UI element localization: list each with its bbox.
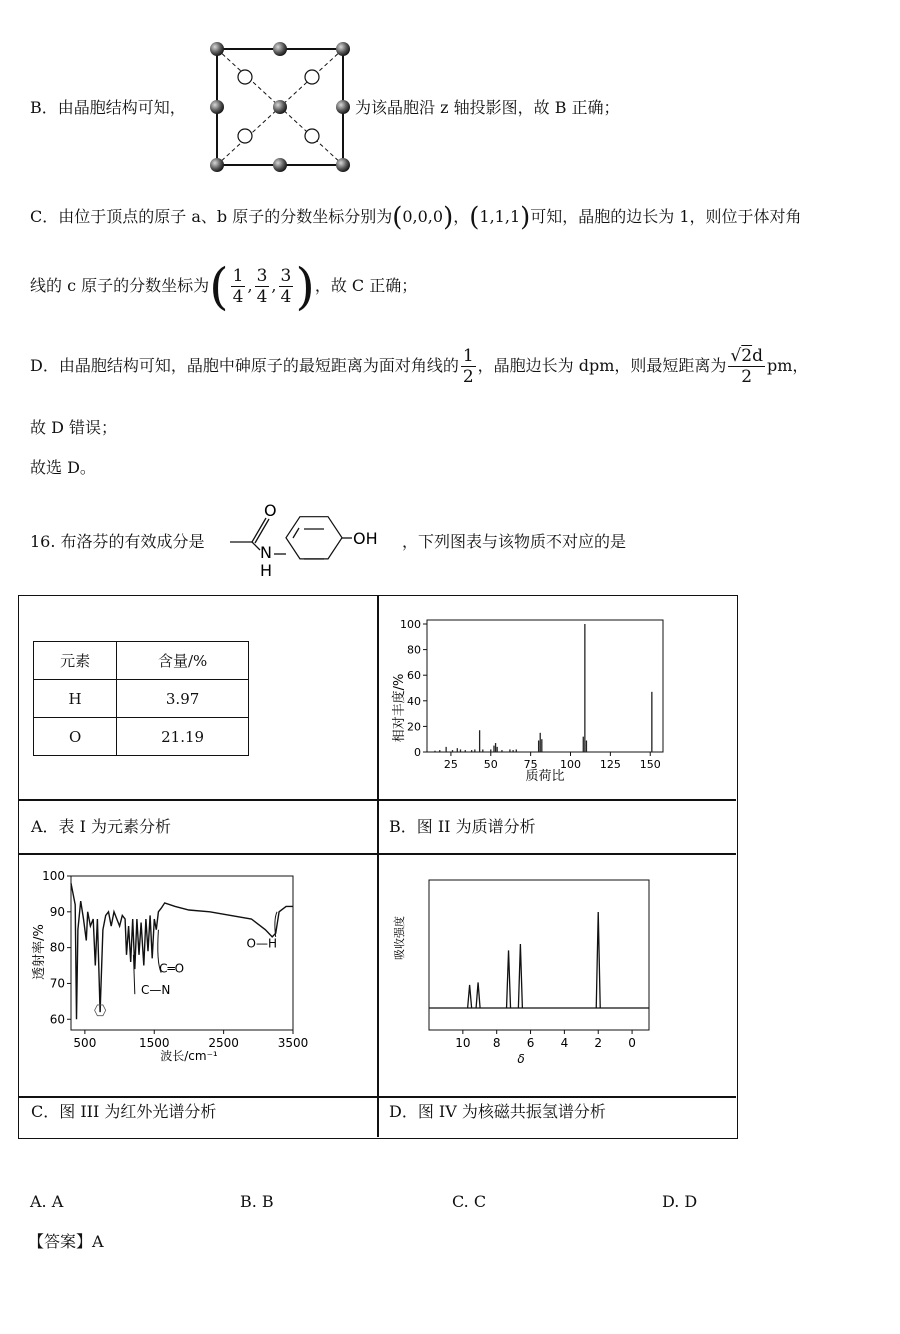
question-prefix: 16. 布洛芬的有效成分是 <box>30 532 205 551</box>
option-d-line1-suffix: pm， <box>766 356 809 375</box>
ir-ytick-label: 80 <box>49 940 65 955</box>
ir-ytick-label: 60 <box>49 1012 65 1027</box>
fraction-half: $\frac{1}{2}$ <box>462 346 474 387</box>
ir-xtick-label: 3500 <box>277 1036 309 1050</box>
ir-ytick-label: 90 <box>49 904 65 919</box>
coord-separator: ， <box>453 207 470 226</box>
nmr-xtick-label: 4 <box>560 1036 569 1050</box>
ir-annotation-oh: O—H <box>246 936 278 951</box>
atom-h: H <box>260 561 273 580</box>
option-c-line1-suffix: 可知，晶胞的边长为 1，则位于体对角 <box>530 207 802 226</box>
table-cell: O <box>34 718 117 756</box>
choice-c: C. C <box>452 1192 487 1211</box>
ir-ytick-label: 70 <box>49 976 65 991</box>
ms-ytick-label: 40 <box>407 694 421 708</box>
coord-b: 1,1,1 <box>479 207 521 226</box>
table-header-element: 元素 <box>34 642 117 680</box>
ms-ytick-label: 0 <box>414 746 421 759</box>
answer: 【答案】A <box>28 1232 104 1251</box>
ms-xlabel: 质荷比 <box>525 769 565 784</box>
ms-xtick-label: 25 <box>443 758 458 771</box>
atom-o: O <box>264 502 277 520</box>
nmr-xtick-label: 2 <box>594 1036 603 1050</box>
table-cell: H <box>34 680 117 718</box>
ir-ytick-label: 100 <box>42 869 65 883</box>
ms-xtick-label: 100 <box>560 758 582 771</box>
ir-xlabel: 波长/cm⁻¹ <box>160 1049 218 1063</box>
fraction-distance: $\frac{√2d}{2}$ <box>730 346 763 387</box>
nmr-spectrum-chart <box>381 858 681 1070</box>
option-d-line1-prefix: D．由晶胞结构可知，晶胞中砷原子的最短距离为面对角线的 <box>30 356 459 375</box>
crystal-projection-diagram <box>205 40 355 175</box>
option-c-line2: 线的 c 原子的分数坐标为( $\frac{1}{4}$ , $\frac{3}{4}$ , $\frac{3}{4}$ )，故 C 正确； <box>30 257 418 316</box>
ir-annotation-cn: C—N <box>140 983 171 998</box>
ibuprofen-structure-diagram <box>228 502 398 582</box>
options-grid <box>18 595 738 1139</box>
ms-ytick-label: 60 <box>407 669 421 683</box>
ms-plot-frame <box>427 620 663 752</box>
ir-xtick-label: 1500 <box>138 1036 170 1050</box>
caption-c: C．图 III 为红外光谱分析 <box>31 1102 217 1121</box>
option-c-line2-suffix: ，故 C 正确； <box>314 276 418 295</box>
ms-xtick-label: 50 <box>483 758 498 771</box>
ms-ytick-label: 100 <box>400 618 421 631</box>
ir-ylabel: 透射率/% <box>32 924 47 980</box>
fraction-3: $\frac{3}{4}$ <box>280 266 292 307</box>
ir-xtick-label: 2500 <box>208 1036 239 1050</box>
question-suffix: ，下列图表与该物质不对应的是 <box>402 532 627 551</box>
mass-spectrum-chart <box>381 602 681 792</box>
caption-b: B．图 II 为质谱分析 <box>389 817 536 836</box>
ir-spectrum-line <box>71 883 293 1019</box>
ms-xtick-label: 150 <box>639 758 661 771</box>
nmr-xtick-label: 0 <box>628 1036 636 1050</box>
nmr-xlabel: δ <box>517 1052 525 1066</box>
nmr-xtick-label: 8 <box>492 1036 501 1050</box>
option-d-line3: 故选 D。 <box>30 458 96 477</box>
atom-oh: OH <box>353 529 378 548</box>
ms-ylabel: 相对丰度/% <box>392 673 407 743</box>
choice-d: D. D <box>662 1192 698 1211</box>
ms-ytick-label: 80 <box>407 643 421 657</box>
table-cell: 21.19 <box>117 718 249 756</box>
fraction-1: $\frac{1}{4}$ <box>232 266 244 307</box>
ms-xtick-label: 75 <box>523 758 538 771</box>
caption-d: D．图 IV 为核磁共振氢谱分析 <box>389 1102 606 1121</box>
caption-a: A．表 I 为元素分析 <box>31 817 172 836</box>
option-d-line2: 故 D 错误； <box>30 418 118 437</box>
ir-spectrum-chart <box>23 858 323 1070</box>
ms-xtick-label: 125 <box>599 758 621 771</box>
ms-ytick-label: 20 <box>407 720 421 734</box>
option-b-prefix: B．由晶胞结构可知， <box>30 98 186 117</box>
nmr-peak <box>507 950 511 1008</box>
ir-annotation-co: C═O <box>159 961 185 976</box>
nmr-peak <box>518 944 522 1008</box>
option-d-line1-mid: ，晶胞边长为 dpm，则最短距离为 <box>477 356 727 375</box>
option-c-line1-prefix: C．由位于顶点的原子 a、b 原子的分数坐标分别为 <box>30 207 393 226</box>
table-header-content: 含量/% <box>117 642 249 680</box>
atom-n: N <box>260 543 272 562</box>
option-c-line2-prefix: 线的 c 原子的分数坐标为 <box>30 276 210 295</box>
nmr-peak <box>596 912 600 1008</box>
option-d-line1 <box>30 338 808 394</box>
nmr-peak <box>468 985 472 1008</box>
ir-xtick-label: 500 <box>73 1036 97 1050</box>
option-b-suffix: 为该晶胞沿 z 轴投影图，故 B 正确； <box>355 98 620 117</box>
nmr-peak <box>476 982 480 1008</box>
choice-a: A. A <box>30 1192 64 1211</box>
option-c-line1: C．由位于顶点的原子 a、b 原子的分数坐标分别为(0,0,0)，(1,1,1)可知，晶胞的边长为 1，则位于体对角 <box>30 202 802 233</box>
choice-b: B. B <box>240 1192 274 1211</box>
element-analysis-table <box>33 641 249 756</box>
nmr-xtick-label: 10 <box>455 1036 471 1050</box>
table-cell: 3.97 <box>117 680 249 718</box>
nmr-ylabel: 吸收强度 <box>393 916 406 960</box>
nmr-xtick-label: 6 <box>526 1036 535 1050</box>
fraction-2: $\frac{3}{4}$ <box>256 266 268 307</box>
coord-a: 0,0,0 <box>402 207 444 226</box>
